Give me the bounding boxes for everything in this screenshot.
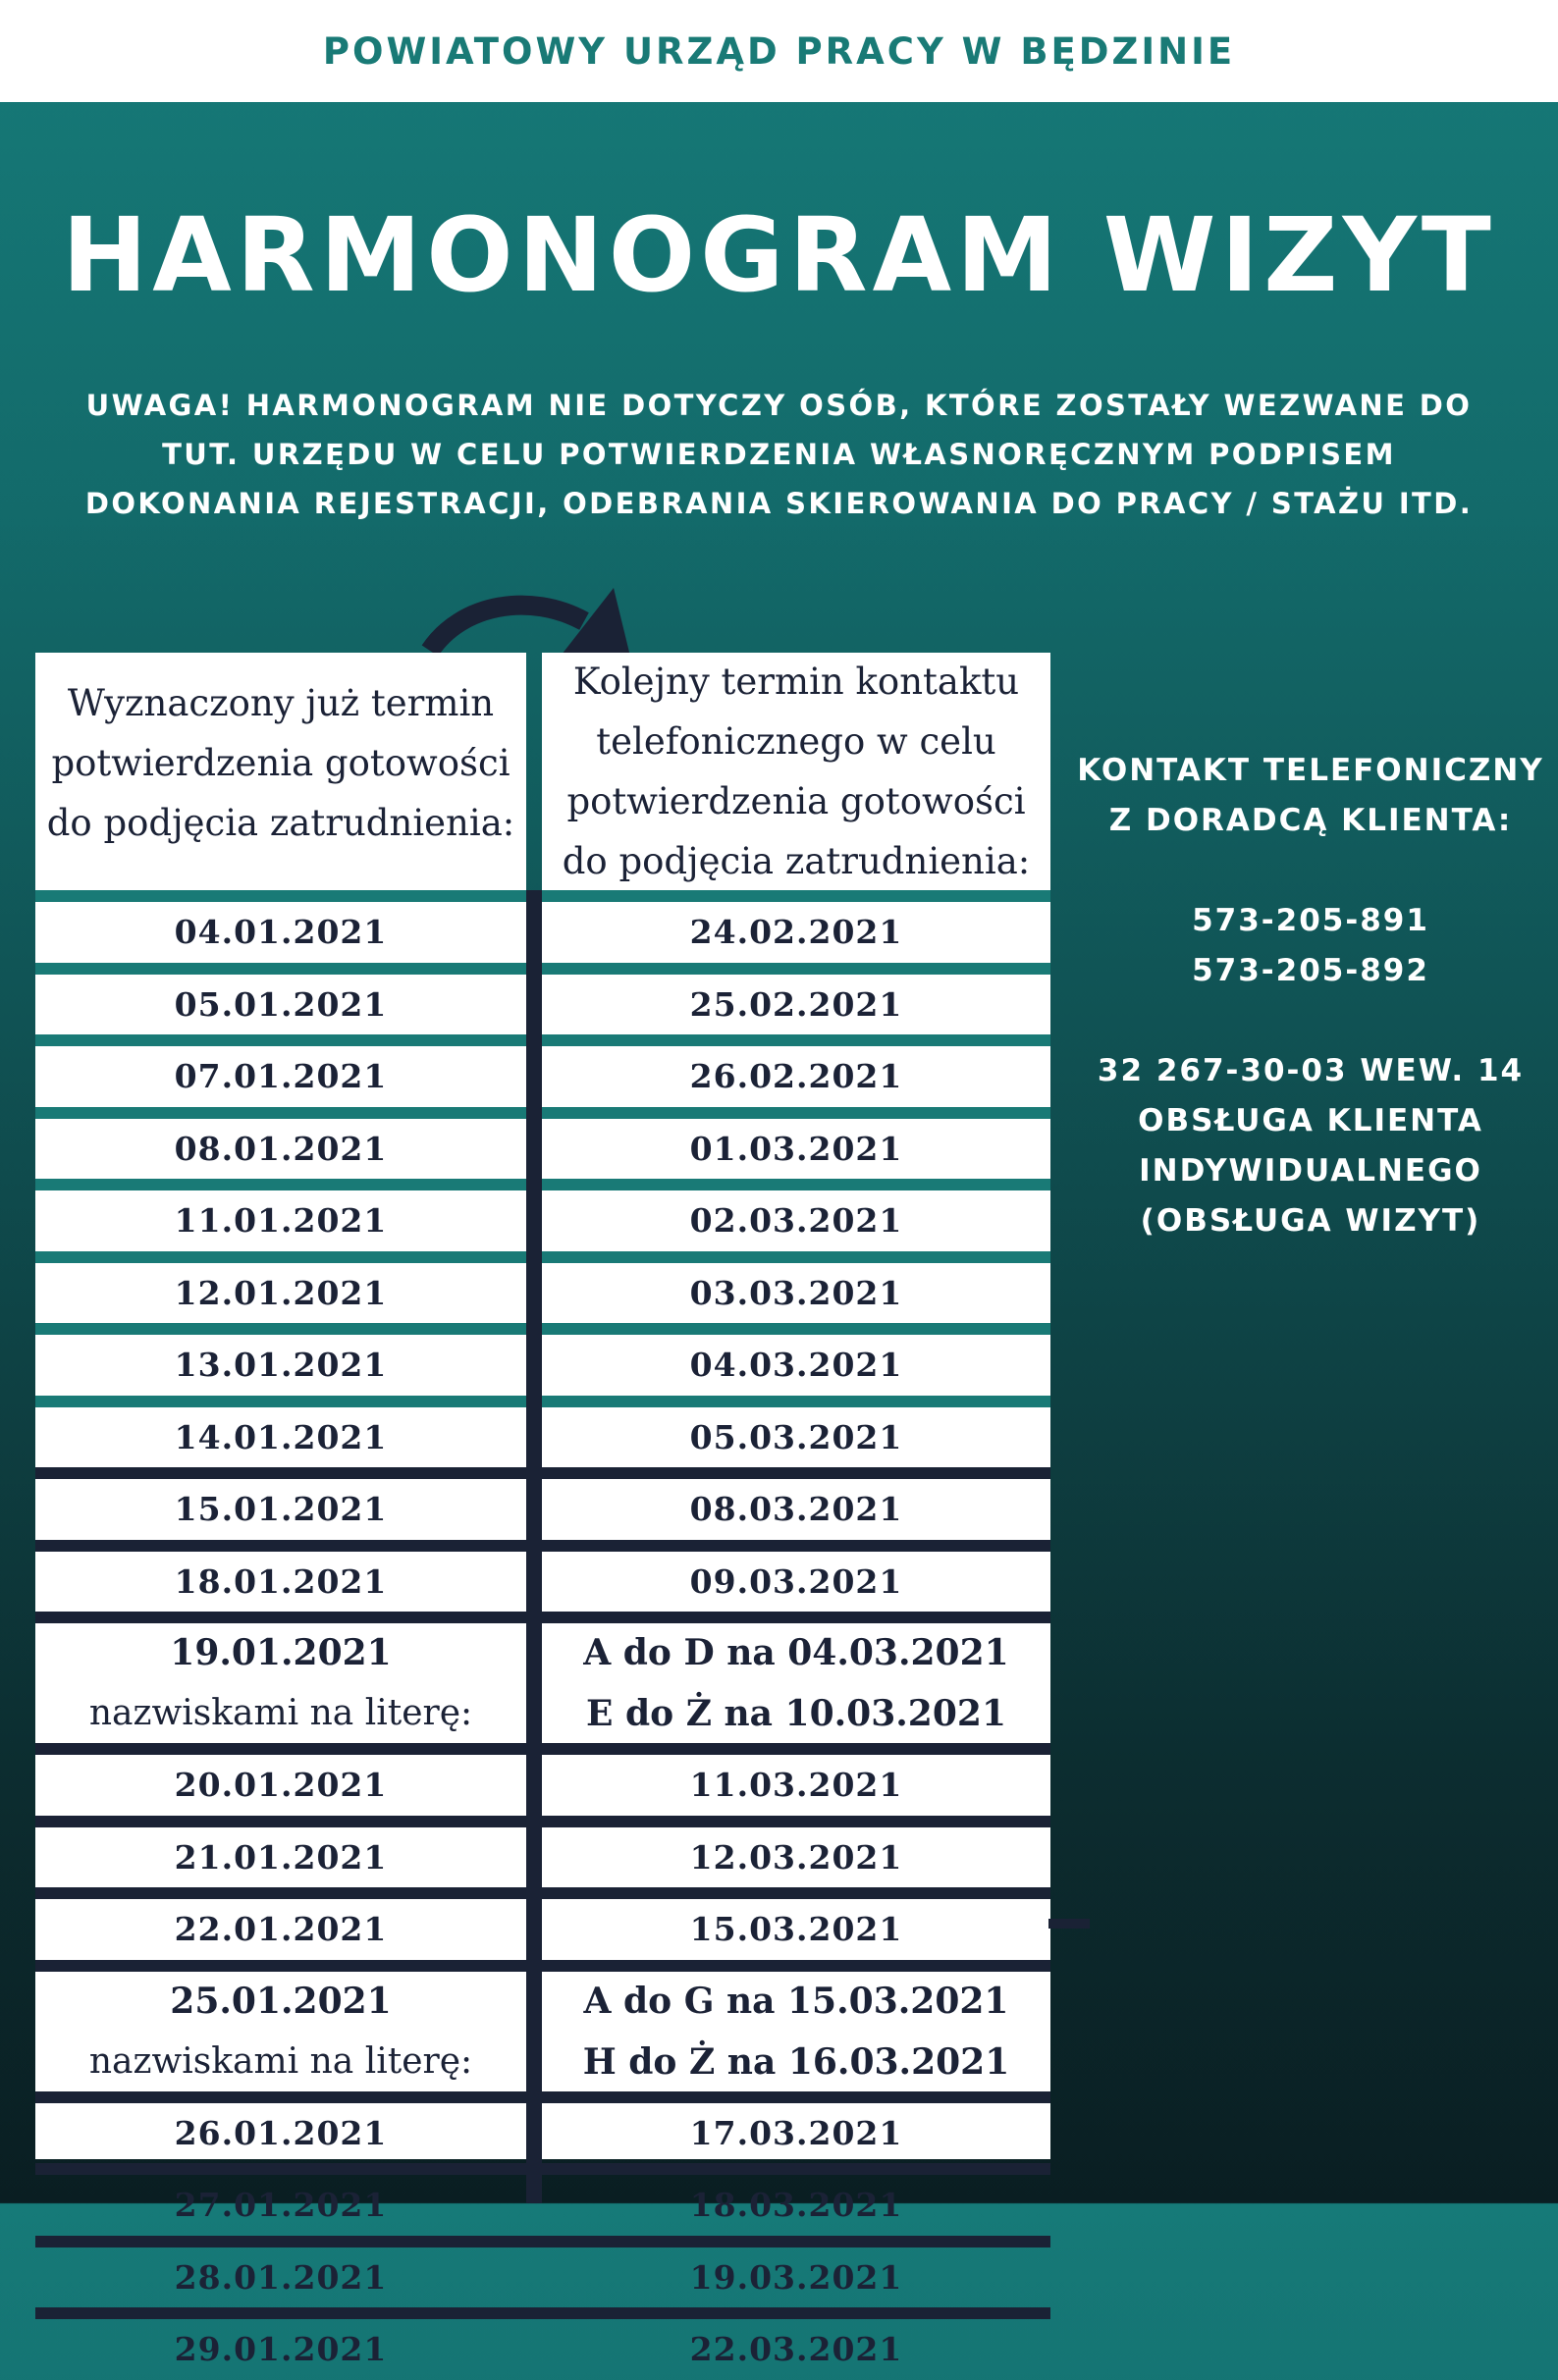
schedule-row-left xyxy=(35,2175,526,2236)
header-bar xyxy=(0,0,1558,102)
date-text: 13.01.2021 xyxy=(174,1346,388,1385)
date-text: A do G na 15.03.2021 xyxy=(583,1980,1009,2022)
row-divider xyxy=(35,1467,1050,1479)
schedule-row-right xyxy=(542,1623,1050,1743)
contact-panel xyxy=(1070,746,1551,1246)
schedule-row-right xyxy=(542,2103,1050,2164)
date-text: 22.03.2021 xyxy=(689,2330,903,2369)
schedule-row-left xyxy=(35,1479,526,1540)
schedule-row-left xyxy=(35,1552,526,1613)
date-text: 04.03.2021 xyxy=(689,1346,903,1385)
row-divider xyxy=(35,1251,1050,1263)
schedule-row-right xyxy=(542,1190,1050,1251)
date-text: 18.03.2021 xyxy=(689,2186,903,2225)
date-text: 29.01.2021 xyxy=(174,2330,388,2369)
schedule-row-right xyxy=(542,1827,1050,1888)
schedule-row-right xyxy=(542,1046,1050,1107)
row-divider xyxy=(35,1816,1050,1827)
row-divider xyxy=(35,1396,1050,1407)
row-divider xyxy=(35,963,1050,975)
phone-number: 573-205-892 xyxy=(1192,953,1429,988)
row-divider xyxy=(35,2163,1050,2175)
row-divider xyxy=(35,1179,1050,1190)
schedule-row-left xyxy=(35,2319,526,2380)
schedule-row-left xyxy=(35,1407,526,1468)
schedule-row-right xyxy=(542,1479,1050,1540)
notice-line: UWAGA! HARMONOGRAM NIE DOTYCZY OSÓB, KTÓRE ZOSTAŁY WEZWANE DO xyxy=(85,389,1473,422)
date-text: nazwiskami na literę: xyxy=(88,1693,473,1733)
landline-description: OBSŁUGA KLIENTA xyxy=(1138,1103,1483,1138)
date-text: 07.01.2021 xyxy=(174,1057,388,1096)
schedule-row-right xyxy=(542,1335,1050,1396)
row-divider xyxy=(35,890,1050,902)
left-column-header xyxy=(35,653,526,873)
schedule-row-left xyxy=(35,1335,526,1396)
date-text: H do Ż na 16.03.2021 xyxy=(582,2040,1010,2083)
landline-number: 32 267-30-03 WEW. 14 xyxy=(1097,1053,1525,1088)
schedule-row-left xyxy=(35,2103,526,2164)
date-text: 14.01.2021 xyxy=(174,1417,388,1456)
date-text: 24.02.2021 xyxy=(689,913,903,952)
schedule-row-right xyxy=(542,1407,1050,1468)
date-text: 18.01.2021 xyxy=(174,1561,388,1601)
schedule-row-right xyxy=(542,1263,1050,1324)
office-name: POWIATOWY URZĄD PRACY W BĘDZINIE xyxy=(322,29,1236,73)
notice-line: DOKONANIA REJESTRACJI, ODEBRANIA SKIEROWANIA DO PRACY / STAŻU ITD. xyxy=(84,487,1474,520)
schedule-row-left xyxy=(35,1972,526,2091)
row-divider xyxy=(35,1887,1050,1899)
header-line: Kolejny termin kontaktu xyxy=(572,661,1020,703)
date-text: 20.01.2021 xyxy=(174,1766,388,1805)
date-text: 11.03.2021 xyxy=(689,1766,903,1805)
row-divider xyxy=(35,2091,1050,2103)
date-text: 22.01.2021 xyxy=(174,1910,388,1949)
date-text: 27.01.2021 xyxy=(174,2186,388,2225)
schedule-row-right xyxy=(542,2319,1050,2380)
schedule-row-left xyxy=(35,1899,526,1960)
date-text: 01.03.2021 xyxy=(689,1129,903,1168)
date-text: nazwiskami na literę: xyxy=(88,2040,473,2082)
header-line: potwierdzenia gotowości xyxy=(51,741,510,784)
row-divider xyxy=(35,1323,1050,1335)
date-text: A do D na 04.03.2021 xyxy=(583,1632,1009,1673)
contact-heading: Z DORADCĄ KLIENTA: xyxy=(1108,803,1513,838)
date-text: 11.01.2021 xyxy=(174,1201,388,1241)
date-text: 25.02.2021 xyxy=(689,984,903,1024)
schedule-row-right xyxy=(542,1972,1050,2091)
schedule-row-left xyxy=(35,1827,526,1888)
notice-line: TUT. URZĘDU W CELU POTWIERDZENIA WŁASNORĘCZNYM PODPISEM xyxy=(162,438,1396,471)
landline-description: INDYWIDUALNEGO xyxy=(1139,1153,1482,1189)
header-line: do podjęcia zatrudnienia: xyxy=(562,840,1031,882)
schedule-row-left xyxy=(35,902,526,963)
date-text: 26.02.2021 xyxy=(689,1057,903,1096)
landline-description: (OBSŁUGA WIZYT) xyxy=(1140,1203,1481,1239)
divider-tick xyxy=(1048,1919,1090,1929)
date-text: 15.01.2021 xyxy=(174,1490,388,1529)
date-text: 05.03.2021 xyxy=(689,1417,903,1456)
date-text: 17.03.2021 xyxy=(689,2113,903,2152)
right-column-header xyxy=(542,653,1050,890)
date-text: 26.01.2021 xyxy=(174,2113,388,2152)
row-divider xyxy=(35,1034,1050,1046)
schedule-row-right xyxy=(542,1119,1050,1180)
date-text: 21.01.2021 xyxy=(174,1837,388,1877)
schedule-row-right xyxy=(542,2248,1050,2308)
row-divider xyxy=(35,2236,1050,2248)
row-divider xyxy=(35,2307,1050,2319)
schedule-row-left xyxy=(35,1755,526,1816)
schedule-row-right xyxy=(542,2175,1050,2236)
date-text: E do Ż na 10.03.2021 xyxy=(586,1693,1006,1734)
date-text: 03.03.2021 xyxy=(689,1273,903,1312)
row-divider xyxy=(35,1540,1050,1552)
date-text: 12.01.2021 xyxy=(174,1273,388,1312)
schedule-row-right xyxy=(542,902,1050,963)
schedule-row-left xyxy=(35,2248,526,2308)
header-line: do podjęcia zatrudnienia: xyxy=(46,801,515,844)
schedule-row-left xyxy=(35,1046,526,1107)
schedule-row-right xyxy=(542,1899,1050,1960)
date-text: 19.03.2021 xyxy=(689,2257,903,2297)
contact-heading: KONTAKT TELEFONICZNY xyxy=(1077,753,1544,788)
schedule-row-right xyxy=(542,975,1050,1035)
schedule-row-left xyxy=(35,975,526,1035)
phone-number: 573-205-891 xyxy=(1192,903,1429,938)
row-divider xyxy=(35,1107,1050,1119)
schedule-row-left xyxy=(35,1263,526,1324)
schedule-row-left xyxy=(35,1190,526,1251)
date-text: 08.03.2021 xyxy=(689,1490,903,1529)
date-text: 28.01.2021 xyxy=(174,2257,388,2297)
date-text: 02.03.2021 xyxy=(689,1201,903,1241)
schedule-row-left xyxy=(35,1119,526,1180)
schedule-row-right xyxy=(542,1755,1050,1816)
date-text: 19.01.2021 xyxy=(170,1632,392,1673)
header-line: Wyznaczony już termin xyxy=(67,681,495,724)
column-divider xyxy=(526,890,542,2203)
page-title: HARMONOGRAM WIZYT xyxy=(62,195,1496,315)
schedule-row-right xyxy=(542,1552,1050,1613)
notice-text xyxy=(79,381,1479,528)
date-text: 05.01.2021 xyxy=(174,984,388,1024)
header-line: potwierdzenia gotowości xyxy=(566,780,1026,822)
row-divider xyxy=(35,1743,1050,1755)
date-text: 12.03.2021 xyxy=(689,1837,903,1877)
date-text: 04.01.2021 xyxy=(174,913,388,952)
date-text: 09.03.2021 xyxy=(689,1561,903,1601)
schedule-row-left xyxy=(35,1623,526,1743)
date-text: 08.01.2021 xyxy=(174,1129,388,1168)
date-text: 15.03.2021 xyxy=(689,1910,903,1949)
date-text: 25.01.2021 xyxy=(170,1980,392,2022)
header-line: telefonicznego w celu xyxy=(596,720,996,763)
